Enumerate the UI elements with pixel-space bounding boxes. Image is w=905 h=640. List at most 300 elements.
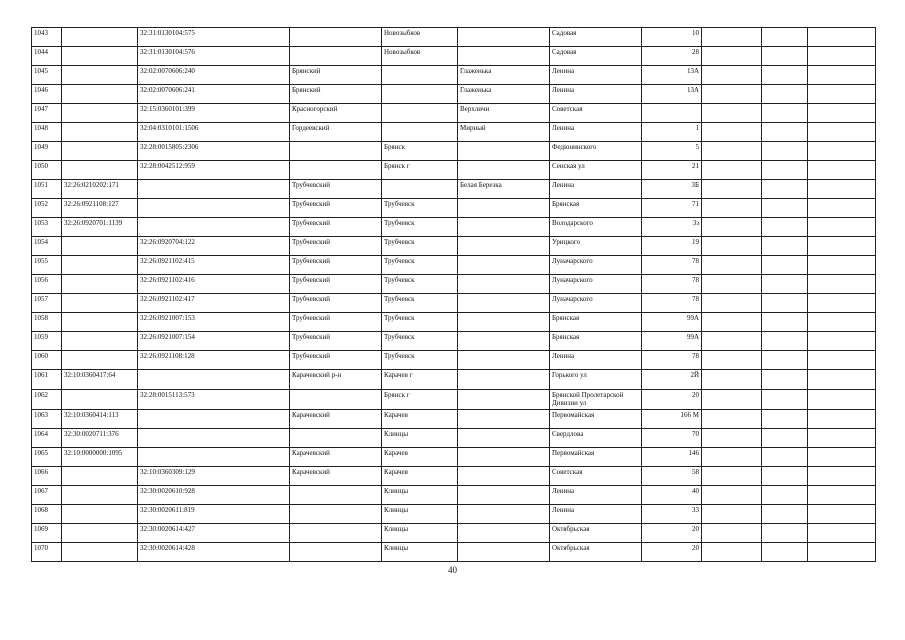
cell-cadastral-number: 32:26:0210202:171 [62, 180, 138, 199]
cell-empty [808, 104, 876, 123]
cell-district: Трубчевский [290, 313, 382, 332]
cell-settlement: Клинцы [382, 524, 458, 543]
cell-empty [808, 237, 876, 256]
cell-empty [808, 486, 876, 505]
table-row [32, 237, 876, 256]
cell-empty [702, 28, 762, 47]
cell-street: Брянская [550, 313, 642, 332]
cell-street: Ленина [550, 123, 642, 142]
cell-cadastral-number [62, 275, 138, 294]
cell-settlement: Брянск г [382, 390, 458, 410]
table-row [32, 351, 876, 370]
cell-empty [702, 161, 762, 180]
cell-cadastral-number-building: 32:31:0130104:575 [138, 28, 290, 47]
cell-empty [702, 66, 762, 85]
cell-cadastral-number-building: 32:15:0360101:399 [138, 104, 290, 123]
cell-district [290, 524, 382, 543]
cell-settlement [382, 180, 458, 199]
cell-row-number: 1064 [32, 429, 62, 448]
cell-district: Карачевский р-н [290, 370, 382, 390]
table-row [32, 123, 876, 142]
table-row [32, 142, 876, 161]
cell-house-number: 19 [642, 237, 702, 256]
cell-village [458, 275, 550, 294]
cell-cadastral-number-building: 32:28:0015113:573 [138, 390, 290, 410]
cell-settlement: Карачев [382, 448, 458, 467]
cell-cadastral-number-building [138, 199, 290, 218]
cell-row-number: 1053 [32, 218, 62, 237]
cell-district [290, 486, 382, 505]
cell-settlement [382, 66, 458, 85]
cell-empty [702, 467, 762, 486]
table-row [32, 543, 876, 562]
cell-cadastral-number [62, 256, 138, 275]
cell-district: Трубчевский [290, 351, 382, 370]
cell-empty [808, 313, 876, 332]
table-row [32, 410, 876, 429]
cell-district: Трубчевский [290, 237, 382, 256]
cell-row-number: 1067 [32, 486, 62, 505]
cell-empty [808, 467, 876, 486]
cell-village [458, 313, 550, 332]
cell-district: Карачевский [290, 410, 382, 429]
table-row [32, 161, 876, 180]
cell-village [458, 370, 550, 390]
cell-empty [762, 351, 808, 370]
cell-cadastral-number-building [138, 180, 290, 199]
cell-cadastral-number [62, 85, 138, 104]
cell-cadastral-number [62, 505, 138, 524]
cell-empty [762, 505, 808, 524]
cell-row-number: 1058 [32, 313, 62, 332]
cell-empty [762, 448, 808, 467]
cell-empty [808, 524, 876, 543]
cell-empty [808, 180, 876, 199]
cell-cadastral-number [62, 161, 138, 180]
cell-settlement: Брянск [382, 142, 458, 161]
cell-empty [762, 142, 808, 161]
cell-empty [702, 237, 762, 256]
cell-district [290, 28, 382, 47]
cell-village [458, 505, 550, 524]
cell-empty [762, 85, 808, 104]
cell-settlement: Брянск г [382, 161, 458, 180]
cell-house-number: 13А [642, 66, 702, 85]
table-row [32, 47, 876, 66]
cell-row-number: 1048 [32, 123, 62, 142]
cell-cadastral-number [62, 313, 138, 332]
cell-cadastral-number-building [138, 410, 290, 429]
cell-street: Первомайская [550, 448, 642, 467]
cell-cadastral-number-building [138, 448, 290, 467]
cell-house-number: 3з [642, 218, 702, 237]
table-row [32, 313, 876, 332]
cell-cadastral-number-building: 32:04:0310101:1506 [138, 123, 290, 142]
cell-row-number: 1060 [32, 351, 62, 370]
cell-house-number: 78 [642, 351, 702, 370]
cell-empty [762, 313, 808, 332]
cell-cadastral-number-building: 32:30:0020610:928 [138, 486, 290, 505]
cell-empty [762, 123, 808, 142]
cell-settlement: Трубчевск [382, 275, 458, 294]
cell-village [458, 294, 550, 313]
cell-village [458, 486, 550, 505]
cell-cadastral-number-building: 32:28:0042512:959 [138, 161, 290, 180]
cell-empty [808, 429, 876, 448]
table-row [32, 467, 876, 486]
page-number: 40 [448, 565, 457, 575]
cell-village [458, 28, 550, 47]
cell-street: Советская [550, 467, 642, 486]
cell-cadastral-number-building [138, 429, 290, 448]
cell-street: Ленина [550, 351, 642, 370]
cell-empty [808, 256, 876, 275]
cell-empty [702, 104, 762, 123]
cell-village [458, 256, 550, 275]
cell-empty [702, 313, 762, 332]
cell-empty [808, 370, 876, 390]
cell-village [458, 332, 550, 351]
cell-street: Володарского [550, 218, 642, 237]
cell-settlement: Карачев [382, 467, 458, 486]
table-row [32, 199, 876, 218]
cell-settlement: Трубчевск [382, 313, 458, 332]
table-row [32, 85, 876, 104]
cell-house-number: 20 [642, 390, 702, 410]
cell-row-number: 1045 [32, 66, 62, 85]
cell-cadastral-number-building: 32:28:0015805:2306 [138, 142, 290, 161]
cell-district [290, 429, 382, 448]
cell-empty [762, 256, 808, 275]
cell-street: Свердлова [550, 429, 642, 448]
cell-cadastral-number-building [138, 218, 290, 237]
table-row [32, 429, 876, 448]
cell-cadastral-number-building: 32:26:0921102:416 [138, 275, 290, 294]
cell-street: Ленина [550, 180, 642, 199]
cell-house-number: 10 [642, 28, 702, 47]
cell-settlement: Карачев г [382, 370, 458, 390]
cell-cadastral-number-building: 32:26:0921108:128 [138, 351, 290, 370]
cell-district: Брянский [290, 66, 382, 85]
cell-settlement: Трубчевск [382, 256, 458, 275]
cell-village [458, 410, 550, 429]
cell-village: Глаженька [458, 66, 550, 85]
cell-district: Гордеевский [290, 123, 382, 142]
cell-street: Ленина [550, 505, 642, 524]
cell-empty [702, 524, 762, 543]
cell-cadastral-number-building: 32:26:0921007:153 [138, 313, 290, 332]
cell-house-number: 78 [642, 275, 702, 294]
cell-house-number: 2Й [642, 370, 702, 390]
cell-district: Трубчевский [290, 199, 382, 218]
cell-empty [808, 218, 876, 237]
cell-cadastral-number [62, 237, 138, 256]
cell-house-number: 70 [642, 429, 702, 448]
cell-house-number: 28 [642, 47, 702, 66]
cell-village [458, 543, 550, 562]
cell-cadastral-number [62, 47, 138, 66]
cell-empty [702, 256, 762, 275]
cell-row-number: 1047 [32, 104, 62, 123]
cell-district [290, 543, 382, 562]
cell-street: Луначарского [550, 256, 642, 275]
cell-row-number: 1070 [32, 543, 62, 562]
cell-cadastral-number [62, 294, 138, 313]
cell-empty [808, 275, 876, 294]
cell-house-number: 5 [642, 142, 702, 161]
cell-house-number: 13А [642, 85, 702, 104]
table-row [32, 28, 876, 47]
table-row [32, 448, 876, 467]
cell-settlement: Трубчевск [382, 218, 458, 237]
cell-street: Советская [550, 104, 642, 123]
cell-cadastral-number: 32:10:0360417:64 [62, 370, 138, 390]
cell-cadastral-number [62, 28, 138, 47]
cell-village [458, 351, 550, 370]
cell-cadastral-number-building: 32:02:0070606:241 [138, 85, 290, 104]
cell-empty [702, 429, 762, 448]
cell-empty [702, 505, 762, 524]
table-row [32, 180, 876, 199]
cell-cadastral-number [62, 332, 138, 351]
cell-district: Трубчевский [290, 332, 382, 351]
cell-empty [808, 543, 876, 562]
cell-settlement: Клинцы [382, 486, 458, 505]
cell-cadastral-number-building: 32:30:0020611:819 [138, 505, 290, 524]
cell-village [458, 524, 550, 543]
cell-village [458, 390, 550, 410]
cell-settlement [382, 123, 458, 142]
cell-cadastral-number [62, 104, 138, 123]
cell-row-number: 1061 [32, 370, 62, 390]
table-row [32, 524, 876, 543]
cell-cadastral-number [62, 390, 138, 410]
cell-house-number: 71 [642, 199, 702, 218]
cell-row-number: 1068 [32, 505, 62, 524]
table-row [32, 66, 876, 85]
cell-empty [762, 524, 808, 543]
cell-empty [702, 275, 762, 294]
cell-empty [702, 448, 762, 467]
cell-cadastral-number-building: 32:26:0921102:417 [138, 294, 290, 313]
cell-empty [808, 332, 876, 351]
cell-empty [808, 410, 876, 429]
cell-empty [762, 180, 808, 199]
cell-street: Октябрьская [550, 543, 642, 562]
cell-empty [762, 486, 808, 505]
cell-cadastral-number-building: 32:26:0921007:154 [138, 332, 290, 351]
cell-district: Карачевский [290, 467, 382, 486]
cell-row-number: 1051 [32, 180, 62, 199]
cell-house-number: 33 [642, 505, 702, 524]
cell-row-number: 1056 [32, 275, 62, 294]
cell-cadastral-number [62, 486, 138, 505]
cell-cadastral-number: 32:26:0920701:1139 [62, 218, 138, 237]
cell-settlement: Трубчевск [382, 199, 458, 218]
cell-row-number: 1063 [32, 410, 62, 429]
cell-empty [702, 390, 762, 410]
cell-house-number: 58 [642, 467, 702, 486]
cell-empty [702, 410, 762, 429]
cell-street: Брянская [550, 199, 642, 218]
cell-village: Верхличи [458, 104, 550, 123]
cell-row-number: 1065 [32, 448, 62, 467]
cell-district [290, 47, 382, 66]
cell-district: Трубчевский [290, 256, 382, 275]
cell-row-number: 1054 [32, 237, 62, 256]
cell-cadastral-number [62, 524, 138, 543]
cell-empty [702, 486, 762, 505]
cell-empty [808, 505, 876, 524]
cell-empty [762, 294, 808, 313]
cell-cadastral-number-building: 32:10:0360309:129 [138, 467, 290, 486]
cell-empty [702, 199, 762, 218]
cell-empty [808, 123, 876, 142]
cell-street: Горького ул [550, 370, 642, 390]
cell-house-number: 20 [642, 524, 702, 543]
cell-district: Трубчевский [290, 218, 382, 237]
cell-house-number [642, 104, 702, 123]
cell-house-number: 78 [642, 294, 702, 313]
cell-house-number: 166 М [642, 410, 702, 429]
table-row [32, 486, 876, 505]
cell-cadastral-number [62, 351, 138, 370]
cell-cadastral-number-building [138, 370, 290, 390]
cell-empty [762, 28, 808, 47]
cell-empty [702, 47, 762, 66]
cell-empty [808, 161, 876, 180]
table-row [32, 390, 876, 410]
cell-street: Луначарского [550, 275, 642, 294]
cell-row-number: 1062 [32, 390, 62, 410]
cell-house-number: 99А [642, 332, 702, 351]
cell-house-number: 78 [642, 256, 702, 275]
cell-empty [702, 123, 762, 142]
cell-village [458, 161, 550, 180]
cell-empty [808, 294, 876, 313]
cell-street: Садовая [550, 47, 642, 66]
cell-row-number: 1043 [32, 28, 62, 47]
cell-empty [702, 85, 762, 104]
cell-cadastral-number [62, 66, 138, 85]
cell-empty [702, 294, 762, 313]
cell-empty [702, 142, 762, 161]
cell-empty [808, 448, 876, 467]
cell-empty [808, 142, 876, 161]
cell-district: Брянский [290, 85, 382, 104]
cell-settlement: Клинцы [382, 505, 458, 524]
cell-house-number: 20 [642, 543, 702, 562]
cell-street: Ленина [550, 66, 642, 85]
cell-empty [762, 543, 808, 562]
cell-district: Трубчевский [290, 180, 382, 199]
cell-district [290, 390, 382, 410]
cell-empty [808, 390, 876, 410]
cell-settlement: Трубчевск [382, 332, 458, 351]
cell-street: Садовая [550, 28, 642, 47]
cell-row-number: 1052 [32, 199, 62, 218]
table-row [32, 505, 876, 524]
cell-cadastral-number: 32:10:0000000:1095 [62, 448, 138, 467]
cell-cadastral-number-building: 32:30:0020614:428 [138, 543, 290, 562]
cell-street: Ленина [550, 85, 642, 104]
registry-body [32, 28, 876, 562]
cell-street: Федюнинского [550, 142, 642, 161]
cell-settlement [382, 85, 458, 104]
cell-empty [762, 467, 808, 486]
cell-cadastral-number-building: 32:26:0921102:415 [138, 256, 290, 275]
cell-house-number: 99А [642, 313, 702, 332]
cell-street: Сенская ул [550, 161, 642, 180]
cell-village [458, 467, 550, 486]
cell-district [290, 161, 382, 180]
cell-row-number: 1046 [32, 85, 62, 104]
cell-village [458, 218, 550, 237]
cell-cadastral-number [62, 123, 138, 142]
cell-district: Красногорский [290, 104, 382, 123]
cell-cadastral-number [62, 142, 138, 161]
cell-empty [762, 370, 808, 390]
cell-street: Ленина [550, 486, 642, 505]
table-row [32, 256, 876, 275]
cell-district [290, 142, 382, 161]
cell-settlement: Новозыбков [382, 47, 458, 66]
cell-empty [762, 66, 808, 85]
cell-empty [762, 161, 808, 180]
cell-village [458, 142, 550, 161]
cell-house-number: 40 [642, 486, 702, 505]
table-row [32, 332, 876, 351]
cell-empty [808, 85, 876, 104]
cell-settlement: Клинцы [382, 429, 458, 448]
cell-cadastral-number: 32:10:0360414:113 [62, 410, 138, 429]
cell-cadastral-number-building: 32:02:0070606:240 [138, 66, 290, 85]
cell-row-number: 1069 [32, 524, 62, 543]
cell-village [458, 47, 550, 66]
table-row [32, 294, 876, 313]
cell-settlement [382, 104, 458, 123]
cell-village: Белая Березка [458, 180, 550, 199]
cell-empty [808, 28, 876, 47]
cell-empty [762, 332, 808, 351]
cell-street: Урицкого [550, 237, 642, 256]
cell-district: Карачевский [290, 448, 382, 467]
cell-empty [762, 275, 808, 294]
cell-settlement: Трубчевск [382, 294, 458, 313]
cell-village [458, 448, 550, 467]
cell-empty [762, 47, 808, 66]
table-row [32, 104, 876, 123]
cell-settlement: Трубчевск [382, 351, 458, 370]
cell-row-number: 1066 [32, 467, 62, 486]
cell-empty [762, 410, 808, 429]
cell-empty [762, 429, 808, 448]
cell-row-number: 1049 [32, 142, 62, 161]
cell-village [458, 199, 550, 218]
cell-house-number: 3Б [642, 180, 702, 199]
cell-settlement: Новозыбков [382, 28, 458, 47]
cell-cadastral-number-building: 32:31:0130104:576 [138, 47, 290, 66]
cell-row-number: 1055 [32, 256, 62, 275]
cell-empty [702, 543, 762, 562]
cell-house-number: 146 [642, 448, 702, 467]
cell-cadastral-number: 32:26:0921108:127 [62, 199, 138, 218]
cell-empty [762, 104, 808, 123]
cell-street: Брянская [550, 332, 642, 351]
cell-empty [702, 180, 762, 199]
cell-row-number: 1059 [32, 332, 62, 351]
cell-empty [808, 199, 876, 218]
